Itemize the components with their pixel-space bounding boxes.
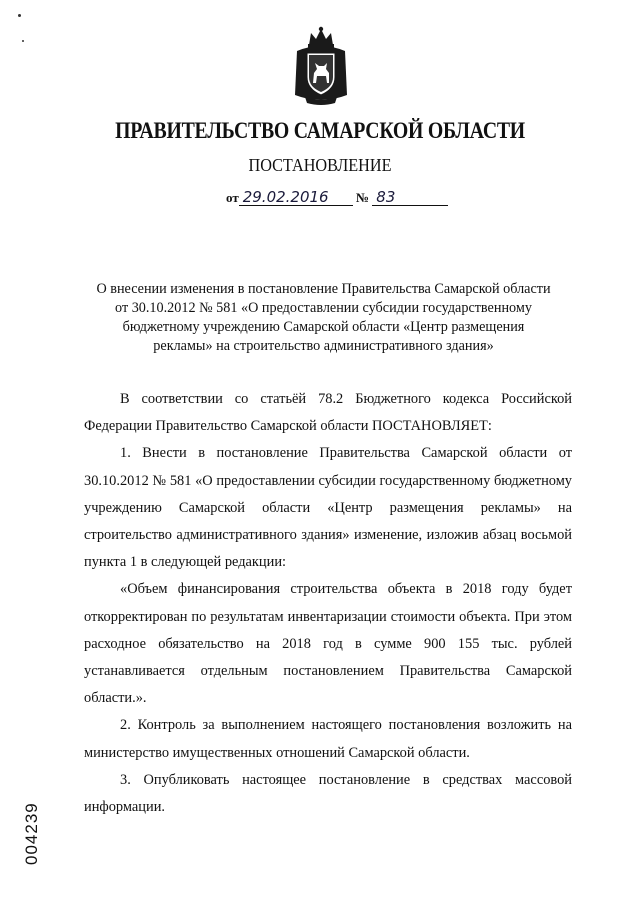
subject-line: О внесении изменения в постановление Правительства Самарской области xyxy=(96,281,551,297)
body-paragraph: «Объем финансирования строительства объекта в 2018 году будет откорректирован по результатам инвентаризации стоимости объекта. При этом расходное обязательство на 2018 год в сумме 900 155 тыс. рублей устанавливается отдельным постановлением Правительства Самарской области.». xyxy=(84,581,572,707)
date-prefix: от xyxy=(226,190,239,205)
registration-number: 004239 xyxy=(22,802,41,865)
handwritten-number: 83 xyxy=(372,190,448,206)
handwritten-date: 29.02.2016 xyxy=(239,190,353,206)
subject-line: рекламы» на строительство административного здания» xyxy=(153,338,494,354)
government-name: ПРАВИТЕЛЬСТВО САМАРСКОЙ ОБЛАСТИ xyxy=(115,118,525,143)
subject-line: от 30.10.2012 № 581 «О предоставлении субсидии государственному xyxy=(115,300,532,316)
body-paragraph: В соответствии со статьёй 78.2 Бюджетного кодекса Российской Федерации Правительство Самарской области ПОСТАНОВЛЯЕТ: xyxy=(84,391,572,435)
document-type: ПОСТАНОВЛЕНИЕ xyxy=(248,155,392,175)
scan-speck xyxy=(18,14,21,17)
scan-speck xyxy=(22,40,24,42)
date-number-line xyxy=(226,190,448,206)
document-body xyxy=(84,386,572,821)
document-subject xyxy=(80,280,567,356)
number-prefix: № xyxy=(355,190,370,205)
samara-coat-of-arms-icon xyxy=(291,25,351,107)
body-paragraph: 2. Контроль за выполнением настоящего постановления возложить на министерство имущественных отношений Самарской области. xyxy=(84,717,572,761)
body-paragraph: 3. Опубликовать настоящее постановление в средствах массовой информации. xyxy=(84,771,572,816)
subject-line: бюджетному учреждению Самарской области «Центр размещения xyxy=(122,319,525,335)
body-paragraph: 1. Внести в постановление Правительства Самарской области от 30.10.2012 № 581 «О предоставлении субсидии государственному бюджетному учреждению Самарской области «Центр размещения рекламы» на строительство административного здания» изменение, изложив абзац восьмой пункта 1 в следующей редакции: xyxy=(84,445,572,571)
